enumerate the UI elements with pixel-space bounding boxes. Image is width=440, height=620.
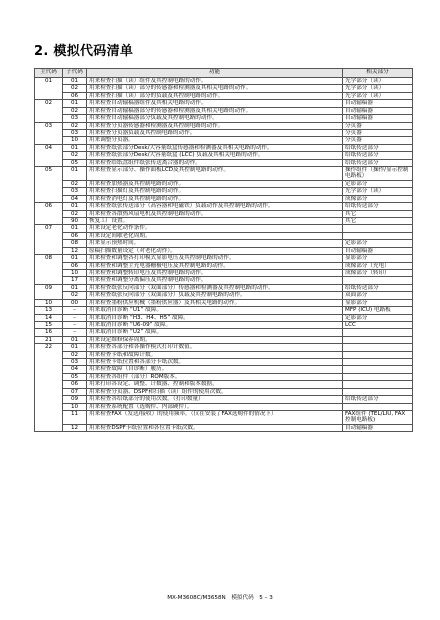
function-cell: 用来检查纸张反向部分（双面部分）传感器和检测器及其控制电路的动作。 (87, 284, 343, 291)
function-cell: 用来检查给纸盘组件纸张传送离合器的动作。 (87, 159, 343, 166)
sub-code-cell: 11 (63, 410, 87, 424)
table-row (35, 424, 413, 431)
related-part-cell (343, 373, 413, 380)
sub-code-cell: 02 (63, 152, 87, 159)
related-part-cell: 显影部分 (343, 255, 413, 262)
related-part-cell: 给纸传送部分 (343, 203, 413, 210)
related-part-cell: 其它 (343, 210, 413, 217)
sub-code-cell: 02 (63, 351, 87, 358)
table-row (35, 210, 413, 217)
table-row (35, 292, 413, 299)
sub-code-cell: 03 (63, 359, 87, 366)
related-part-cell: 分页器 (343, 122, 413, 129)
function-cell: 用来检查纸张反向部分（双面部分）负载及其控制电路的动作。 (87, 292, 343, 299)
main-code-cell: 10 (35, 299, 63, 306)
table-row (35, 78, 413, 85)
function-cell: 用来打印各设定、调整、计数器、控制和版本数据。 (87, 381, 343, 388)
related-part-cell (343, 388, 413, 395)
main-code-cell: 01 (35, 78, 63, 100)
related-part-cell: 自动输稿器 (343, 247, 413, 254)
function-cell: 用来检查各给纸部分的使用次数。（打印数量） (87, 396, 343, 403)
table-row (35, 410, 413, 424)
related-part-cell: 光学部分（读） (343, 188, 413, 195)
related-part-cell: 操作组件（操作/显示控制电路板） (343, 167, 413, 181)
sub-code-cell: 01 (63, 203, 87, 210)
sub-code-cell: 03 (63, 115, 87, 122)
function-cell: 用来检查和调整分离偏压及其控制电路的动作。 (87, 277, 343, 284)
sub-code-cell: 02 (63, 210, 87, 217)
header-related-part: 相关部分 (343, 69, 413, 78)
function-cell: 用来设定老化动作条件。 (87, 225, 343, 232)
sub-code-cell: 08 (63, 240, 87, 247)
function-cell: 用来检查卡纸和故障计数。 (87, 351, 343, 358)
function-cell: 用来检查消电灯及其控制电路的动作。 (87, 195, 343, 202)
sub-code-cell: 06 (63, 381, 87, 388)
main-code-cell: 08 (35, 255, 63, 285)
sub-code-cell: 01 (63, 336, 87, 343)
table-row (35, 314, 413, 321)
function-cell: 用来设定维修保养周期。 (87, 336, 343, 343)
related-part-cell: 定影部分 (343, 180, 413, 187)
sub-code-cell: 01 (63, 100, 87, 107)
related-part-cell: 给纸传送部分 (343, 144, 413, 151)
related-part-cell: FAX组件 (TEL/LIU, FAX控制电路板) (343, 410, 413, 424)
related-part-cell: 自动输稿器 (343, 107, 413, 114)
table-row (35, 107, 413, 114)
table-row (35, 203, 413, 210)
main-code-cell: 13 (35, 307, 63, 314)
table-row (35, 321, 413, 328)
table-row (35, 137, 413, 144)
sub-code-cell: 01 (63, 255, 87, 262)
sub-code-cell: 02 (63, 180, 87, 187)
sub-code-cell: 06 (63, 92, 87, 99)
related-part-cell (343, 381, 413, 388)
related-part-cell: 其它 (343, 218, 413, 225)
sub-code-cell: – (63, 314, 87, 321)
function-cell: 用来检查纸张部分Desk/大容量纸盒 (LCC) 负载及其相关电路的动作。 (87, 152, 343, 159)
table-row (35, 92, 413, 99)
sub-code-cell: 01 (63, 144, 87, 151)
function-cell: 用来检查扫描（读）部分的负载及其控制电路的动作。 (87, 92, 343, 99)
sub-code-cell: 07 (63, 388, 87, 395)
related-part-cell: 自动输稿器 (343, 115, 413, 122)
function-cell: 用来取消自诊断 “U1” 故障。 (87, 307, 343, 314)
sub-code-cell: 01 (63, 78, 87, 85)
main-code-cell: 02 (35, 100, 63, 122)
table-row (35, 388, 413, 395)
function-cell: 恢复工厂设置。 (87, 218, 343, 225)
sub-code-cell: 02 (63, 85, 87, 92)
table-row (35, 359, 413, 366)
function-cell: 用来取消自诊断 “U6-09” 故障。 (87, 321, 343, 328)
sub-code-cell: 12 (63, 247, 87, 254)
function-cell: 用来检查卡纸位置和各部分卡纸次数。 (87, 359, 343, 366)
main-code-cell: 22 (35, 344, 63, 432)
function-cell: 用来检查和调整各打印模式显影电压及其控制电路的动作。 (87, 255, 343, 262)
function-cell: 用来检查FAX（发送/接收）的使用频率。（仅在安装了FAX选购件的情况下） (87, 410, 343, 424)
related-part-cell: 定影部分 (343, 240, 413, 247)
sub-code-cell: 03 (63, 129, 87, 136)
related-part-cell: 自动输稿器 (343, 424, 413, 431)
sub-code-cell: 04 (63, 366, 87, 373)
table-row (35, 159, 413, 166)
function-cell: 用来取消自诊断 “U2” 故障。 (87, 329, 343, 336)
function-cell: 用来检查和调整主充电器栅极电压及其控制电路的动作。 (87, 262, 343, 269)
table-row (35, 262, 413, 269)
table-row (35, 396, 413, 403)
sub-code-cell: 02 (63, 122, 87, 129)
table-row (35, 167, 413, 181)
function-cell: 用来检查自动输稿器组件及其相关电路的动作。 (87, 100, 343, 107)
sub-code-cell: 04 (63, 195, 87, 202)
table-row (35, 307, 413, 314)
table-row (35, 195, 413, 202)
function-cell: 用来检查自动输稿器部分的传感器和检测器及其相关电路的动作。 (87, 107, 343, 114)
function-cell: 用来检查显示部分、操作面板LCD及其控制电路的动作。 (87, 167, 343, 181)
function-cell: 用来检查分页器负载及其控制电路的动作。 (87, 129, 343, 136)
sub-code-cell: 10 (63, 403, 87, 410)
function-cell: 用来检查墨粉供应机械（墨粉供应器）及其相关电路的动作。 (87, 299, 343, 306)
related-part-cell (343, 336, 413, 343)
function-cell: 用来显示预热时间。 (87, 240, 343, 247)
table-row (35, 351, 413, 358)
main-code-cell: 06 (35, 203, 63, 225)
related-part-cell: 成像部分 (343, 195, 413, 202)
related-part-cell: 分页器 (343, 129, 413, 136)
related-part-cell: 双面部分 (343, 292, 413, 299)
related-part-cell (343, 366, 413, 373)
function-cell: 用来调整分页器。 (87, 137, 343, 144)
function-cell: 用来检查分页器传感器和检测器及其控制电路的动作。 (87, 122, 343, 129)
sub-code-cell: 00 (63, 299, 87, 306)
sub-code-cell: 02 (63, 107, 87, 114)
function-cell: 用来检查扫描（读）组件及其控制电路的动作。 (87, 78, 343, 85)
main-code-cell: 03 (35, 122, 63, 144)
sub-code-cell: – (63, 329, 87, 336)
main-code-cell: 15 (35, 321, 63, 328)
related-part-cell (343, 403, 413, 410)
related-part-cell: 光学部分（读） (343, 85, 413, 92)
function-cell: 用来检查各部分和各操作模式打印计数值。 (87, 344, 343, 351)
table-row (35, 180, 413, 187)
sub-code-cell: 02 (63, 292, 87, 299)
function-cell: 原稿扫描数量设定（对老化动作）。 (87, 247, 343, 254)
table-row (35, 381, 413, 388)
function-cell: 用来检查纸张传送部分（高容器和电磁铁）负载动作及其控制电路的动作。 (87, 203, 343, 210)
sub-code-cell: 01 (63, 344, 87, 351)
related-part-cell: 成像部分（充电） (343, 262, 413, 269)
table-row (35, 255, 413, 262)
page-title: 2. 模拟代码清单 (34, 44, 134, 59)
sub-code-cell: 90 (63, 218, 87, 225)
sub-code-cell: – (63, 307, 87, 314)
related-part-cell: 定影部分 (343, 314, 413, 321)
related-part-cell: MFP (ICU) 电路板 (343, 307, 413, 314)
related-part-cell (343, 329, 413, 336)
table-row (35, 366, 413, 373)
main-code-cell: 16 (35, 329, 63, 336)
table-row (35, 100, 413, 107)
function-cell: 用来检查分页器、DSPF和扫描（读）组件的使用次数。 (87, 388, 343, 395)
table-row (35, 225, 413, 232)
related-part-cell (343, 344, 413, 351)
table-row (35, 129, 413, 136)
function-cell: 用来检查自动输稿器部分负载及其控制电路的动作。 (87, 115, 343, 122)
related-part-cell: 给纸传送部分 (343, 152, 413, 159)
table-row (35, 122, 413, 129)
sub-code-cell: 05 (63, 159, 87, 166)
sub-code-cell: 05 (63, 373, 87, 380)
table-row (35, 277, 413, 284)
related-part-cell: 给纸传送部分 (343, 284, 413, 291)
page-footer: MX-M3608C/M3658N 模拟代码 5 – 3 (167, 595, 273, 601)
table-row (35, 232, 413, 239)
related-part-cell (343, 359, 413, 366)
sub-code-cell: – (63, 321, 87, 328)
sub-code-cell: 10 (63, 269, 87, 276)
table-row (35, 247, 413, 254)
table-row (35, 329, 413, 336)
function-cell: 用来检查加热器及其控制电路的动作。 (87, 180, 343, 187)
function-cell: 用来设定间歇老化周期。 (87, 232, 343, 239)
related-part-cell (343, 232, 413, 239)
function-cell: 用来检查故障（自诊断）履历。 (87, 366, 343, 373)
table-row (35, 336, 413, 343)
related-part-cell: 分页器 (343, 137, 413, 144)
table-row (35, 299, 413, 306)
related-part-cell: LCC (343, 321, 413, 328)
sub-code-cell: 06 (63, 232, 87, 239)
sub-code-cell: 10 (63, 137, 87, 144)
sub-code-cell: 17 (63, 277, 87, 284)
table-row (35, 85, 413, 92)
function-cell: 用来检查扫描灯及其控制电路的动作。 (87, 188, 343, 195)
sub-code-cell: 06 (63, 262, 87, 269)
related-part-cell (343, 225, 413, 232)
table-row (35, 284, 413, 291)
table-row (35, 152, 413, 159)
function-cell: 用来检查和调整转印电压及其控制电路的动作。 (87, 269, 343, 276)
table-row (35, 144, 413, 151)
related-part-cell: 自动输稿器 (343, 100, 413, 107)
table-row (35, 403, 413, 410)
main-code-cell: 21 (35, 336, 63, 343)
related-part-cell (343, 351, 413, 358)
main-code-cell: 09 (35, 284, 63, 299)
function-cell: 用来检查DSPF卡纸位置和各位置卡纸次数。 (87, 424, 343, 431)
table-row (35, 218, 413, 225)
main-code-cell: 04 (35, 144, 63, 166)
related-part-cell: 光学部分（读） (343, 92, 413, 99)
function-cell: 用来检查各散热风扇电机及其控制电路的动作。 (87, 210, 343, 217)
header-sub-code: 子代码 (63, 69, 87, 78)
related-part-cell: 成像部分（转印） (343, 269, 413, 276)
related-part-cell: 给纸传送部分 (343, 396, 413, 403)
sub-code-cell: 01 (63, 225, 87, 232)
table-row (35, 269, 413, 276)
table-row (35, 188, 413, 195)
header-main-code: 主代码 (35, 69, 63, 78)
table-row (35, 344, 413, 351)
table-body (35, 78, 413, 432)
function-cell: 用来检查纸张部分Desk/大容量纸盒传感器和检测器及其相关电路的动作。 (87, 144, 343, 151)
main-code-cell: 14 (35, 314, 63, 321)
sub-code-cell: 01 (63, 167, 87, 181)
sub-code-cell: 01 (63, 284, 87, 291)
related-part-cell: 光学部分（读） (343, 78, 413, 85)
related-part-cell: 显影部分 (343, 299, 413, 306)
function-cell: 用来取消自诊断 “H3、H4、H5” 故障。 (87, 314, 343, 321)
sub-code-cell: 12 (63, 424, 87, 431)
table-row (35, 240, 413, 247)
main-code-cell: 05 (35, 167, 63, 203)
function-cell: 用来检查各组件（部分）ROM版本。 (87, 373, 343, 380)
sub-code-cell: 03 (63, 188, 87, 195)
related-part-cell (343, 277, 413, 284)
main-code-cell: 07 (35, 225, 63, 255)
table-header-row (35, 69, 413, 78)
table-row (35, 115, 413, 122)
related-part-cell: 给纸传送部分 (343, 159, 413, 166)
header-function: 功能 (87, 69, 343, 78)
simulation-code-table (34, 68, 413, 432)
function-cell: 用来检查系统配置（选购件、内部硬件）。 (87, 403, 343, 410)
function-cell: 用来检查扫描（读）部分的传感器和检测器及其相关电路的动作。 (87, 85, 343, 92)
table-row (35, 373, 413, 380)
sub-code-cell: 09 (63, 396, 87, 403)
